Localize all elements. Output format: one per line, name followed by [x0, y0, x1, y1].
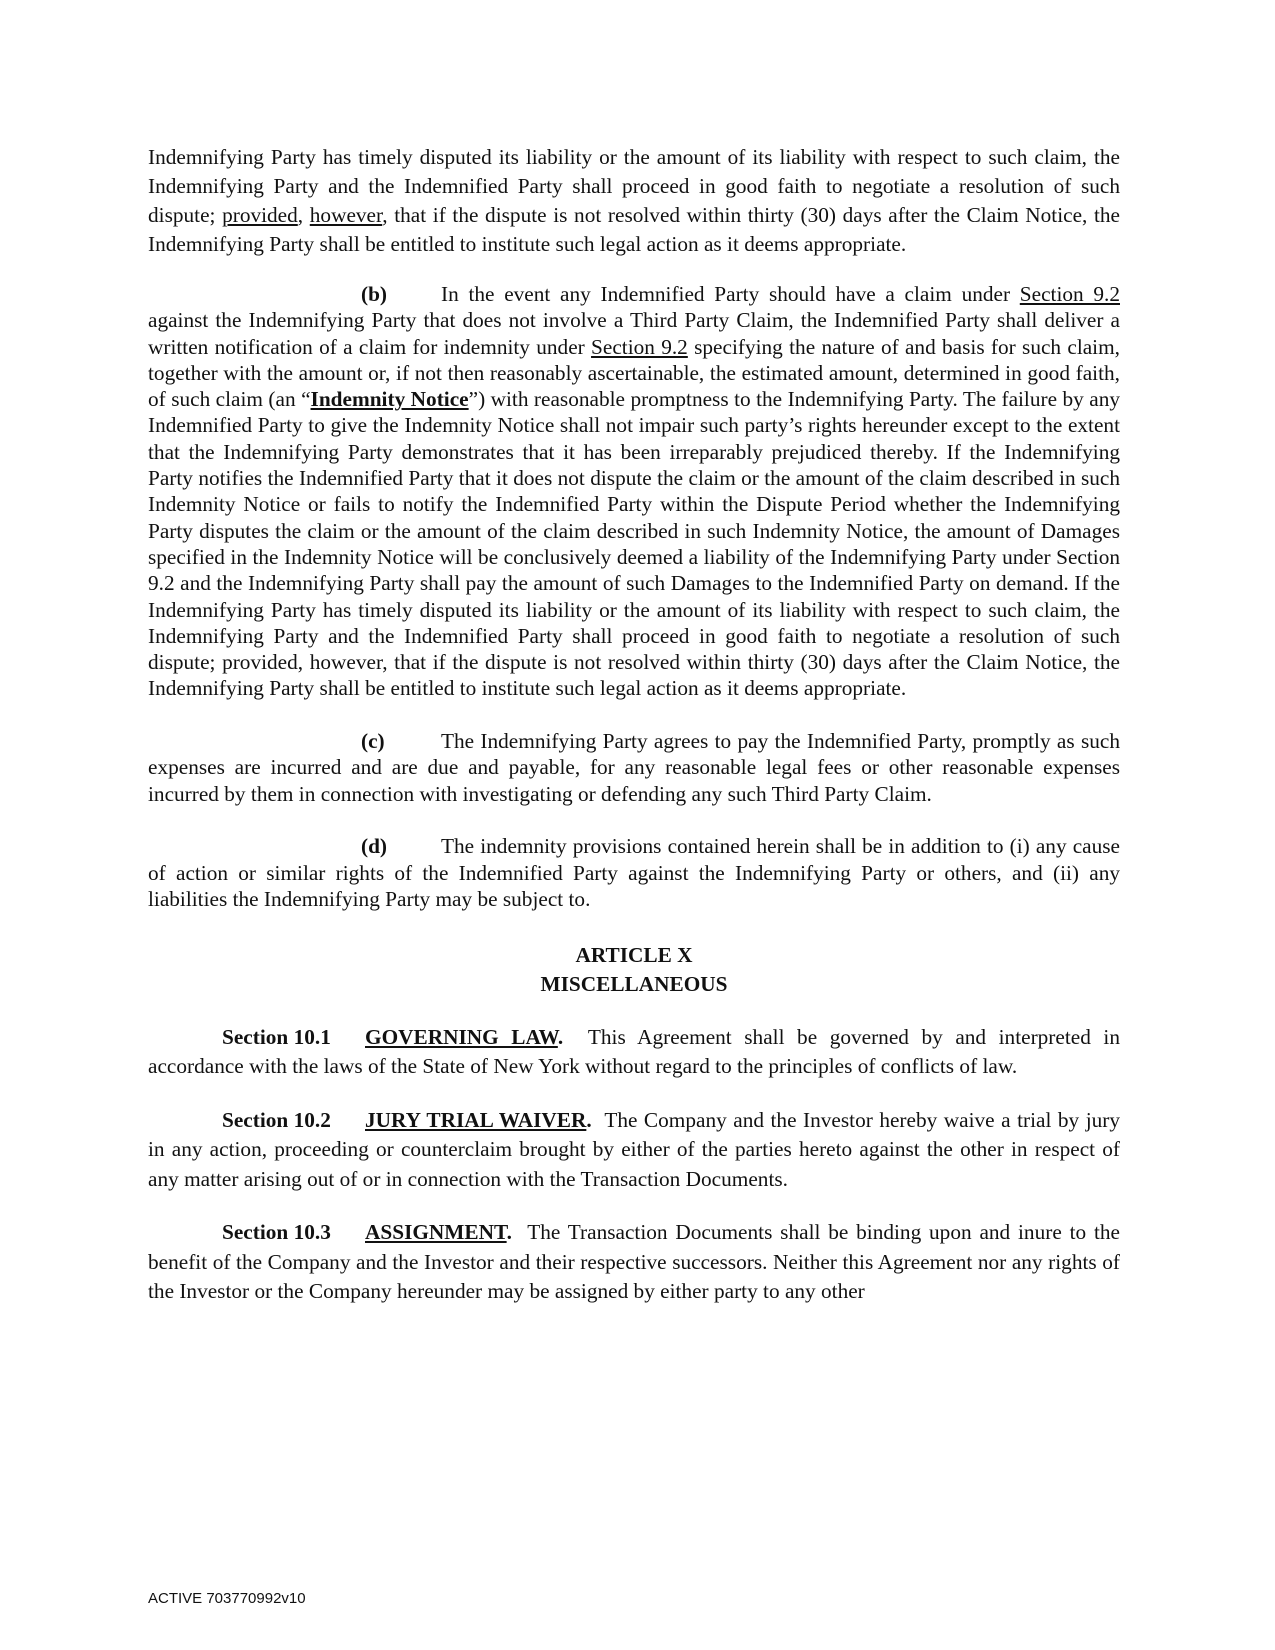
- section-number: Section 10.3: [222, 1220, 331, 1245]
- paragraph-label: (d): [361, 834, 388, 859]
- article-heading: [148, 941, 1120, 999]
- paragraph-text: specifying the nature of and basis for such claim, together with the amount or, if not then reasonably ascertainable, the estimated amount, determined in good faith, of such claim (an “: [148, 334, 1120, 412]
- paragraph-text: ”) with reasonable promptness to the Indemnifying Party. The failure by any Indemnified Party to give the Indemnity Notice shall not impair such party’s rights hereunder except to the extent that the Indemnifying Party demonstrates that it has been irreparably prejudiced thereby. If the Indemnifying Party notifies the Indemnified Party that it does not dispute the claim or the amount of the claim described in such Indemnity Notice or fails to notify the Indemnified Party within the Dispute Period whether the Indemnifying Party disputes the claim or the amount of the claim described in such Indemnity Notice, the amount of Damages specified in the Indemnity Notice will be conclusively deemed a liability of the Indemnifying Party under Section 9.2 and the Indemnifying Party shall pay the amount of such Damages to the Indemnified Party on demand. If the Indemnifying Party has timely disputed its liability or the amount of its liability with respect to such claim, the Indemnifying Party and the Indemnified Party shall proceed in good faith to negotiate a resolution of such dispute; provided, however, that if the dispute is not resolved within thirty (30) days after the Claim Notice, the Indemnifying Party shall be entitled to institute such legal action as it deems appropriate.: [148, 387, 1120, 701]
- section-title: GOVERNING LAW: [365, 1024, 558, 1049]
- section-title: ASSIGNMENT: [365, 1220, 507, 1245]
- paragraph-label: (b): [361, 282, 388, 306]
- section-title: JURY TRIAL WAIVER: [365, 1107, 587, 1132]
- section-number: Section 10.1: [222, 1024, 331, 1049]
- section-text: The Transaction Documents shall be binding upon and inure to the benefit of the Company and the Investor and their respective successors. Neither this Agreement nor any rights of the Investor or the Company hereunder may be assigned by either party to any other: [148, 1220, 1120, 1304]
- defined-term: Indemnity Notice: [310, 387, 469, 412]
- paragraph-text: In the event any Indemnified Party should have a claim under: [441, 282, 1020, 306]
- section-10-1: Section 10.1 GOVERNING LAW. This Agreement shall be governed by and interpreted in accordance with the laws of the State of New York without regard to the principles of conflicts of law.: [148, 1024, 1120, 1079]
- paragraph-text: ,: [297, 203, 310, 227]
- underlined-term-however: however: [309, 203, 383, 227]
- section-number: Section 10.2: [222, 1107, 331, 1132]
- paragraph-label: (c): [361, 728, 385, 753]
- paragraph-text: Indemnifying Party has timely disputed its liability or the amount of its liability with respect to such claim, the Indemnifying Party and the Indemnified Party shall proceed in good faith to negotiate a resolution of such dispute;: [148, 145, 1120, 227]
- article-number: ARTICLE X: [575, 942, 693, 967]
- section-10-2: Section 10.2 JURY TRIAL WAIVER. The Company and the Investor hereby waive a trial by jury in any action, proceeding or counterclaim brought by either of the parties hereto against the other in respect of any matter arising out of or in connection with the Transaction Documents.: [148, 1107, 1120, 1191]
- document-page: [148, 143, 1120, 1307]
- article-title: MISCELLANEOUS: [540, 971, 728, 996]
- paragraph-d: [148, 833, 1120, 913]
- section-text: The Company and the Investor hereby waive a trial by jury in any action, proceeding or counterclaim brought by either of the parties hereto against the other in respect of any matter arising out of or in connection with the Transaction Documents.: [148, 1107, 1120, 1191]
- underlined-term-provided: provided: [222, 203, 298, 227]
- section-reference: Section 9.2: [1019, 282, 1120, 306]
- paragraph-a-continuation: [148, 143, 1120, 259]
- paragraph-text: The indemnity provisions contained herein shall be in addition to (i) any cause of action or similar rights of the Indemnified Party against the Indemnifying Party or others, and (ii) any liabilities the Indemnifying Party may be subject to.: [148, 834, 1120, 912]
- section-reference: Section 9.2: [591, 334, 688, 359]
- paragraph-text: against the Indemnifying Party that does not involve a Third Party Claim, the Indemnified Party shall deliver a written notification of a claim for indemnity under: [148, 308, 1120, 359]
- paragraph-c: [148, 728, 1120, 808]
- paragraph-b: [148, 281, 1120, 702]
- section-10-3: Section 10.3 ASSIGNMENT. The Transaction Documents shall be binding upon and inure to the benefit of the Company and the Investor and their respective successors. Neither this Agreement nor any rights of the Investor or the Company hereunder may be assigned by either party to any other: [148, 1220, 1120, 1304]
- paragraph-text: , that if the dispute is not resolved within thirty (30) days after the Claim Notice, the Indemnifying Party shall be entitled to institute such legal action as it deems appropriate.: [148, 203, 1121, 256]
- paragraph-text: The Indemnifying Party agrees to pay the Indemnified Party, promptly as such expenses are incurred and are due and payable, for any reasonable legal fees or other reasonable expenses incurred by them in connection with investigating or defending any such Third Party Claim.: [148, 728, 1120, 806]
- section-text: This Agreement shall be governed by and interpreted in accordance with the laws of the State of New York without regard to the principles of conflicts of law.: [148, 1024, 1120, 1079]
- document-footer-id: ACTIVE 703770992v10: [148, 1590, 306, 1607]
